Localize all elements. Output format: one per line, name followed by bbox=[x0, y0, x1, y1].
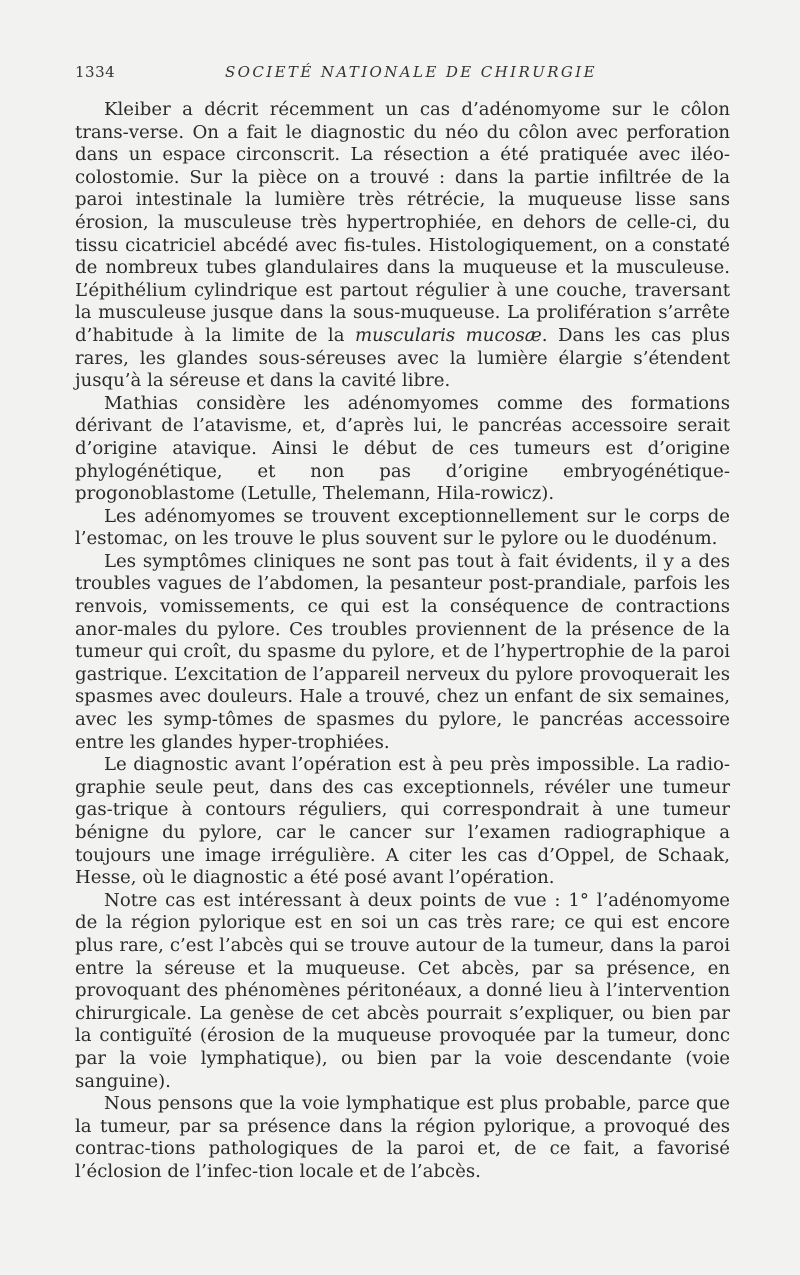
paragraph: Mathias considère les adénomyomes comme des formations dérivant de l’atavisme, et, d’après lui, le pancréas accessoire serait d’origine atavique. Ainsi le début de ces tumeurs est d’origine phylogénétique, et non pas d’origine embryogénétique-progonoblastome (Letulle, Thelemann, Hila-rowicz). bbox=[75, 392, 730, 505]
paragraph: Nous pensons que la voie lymphatique est plus probable, parce que la tumeur, par sa présence dans la région pylorique, a provoqué des contrac-tions pathologiques de la paroi et, de ce fait, a favorisé l’éclosion de l’infec-tion locale et de l’abcès. bbox=[75, 1093, 730, 1182]
paragraph bbox=[75, 99, 730, 393]
running-header bbox=[75, 63, 730, 87]
journal-title: SOCIETÉ NATIONALE DE CHIRURGIE bbox=[225, 63, 597, 81]
article-body bbox=[75, 99, 730, 1184]
paragraph: Notre cas est intéressant à deux points de vue : 1° l’adénomyome de la région pylorique est en soi un cas très rare; ce qui est encore plus rare, c’est l’abcès qui se trouve autour de la tumeur, dans la paroi entre la séreuse et la muqueuse. Cet abcès, par sa présence, en provoquant des phénomènes péritonéaux, a donné lieu à l’intervention chirurgicale. La genèse de cet abcès pourrait s’expliquer, ou bien par la contiguïté (érosion de la muqueuse provoquée par la tumeur, donc par la voie lymphatique), ou bien par la voie descendante (voie sanguine). bbox=[75, 889, 730, 1092]
paragraph-text: . Dans les cas plus rares, les glandes sous-séreuses avec la lumière élargie s’étendent jusqu’à la séreuse et dans la cavité libre. bbox=[75, 324, 730, 392]
page-number: 1334 bbox=[75, 63, 116, 81]
paragraph: Les symptômes cliniques ne sont pas tout à fait évidents, il y a des troubles vagues de l’abdomen, la pesanteur post-prandiale, parfois les renvois, vomissements, ce qui est la conséquence de contractions anor-males du pylore. Ces troubles proviennent de la présence de la tumeur qui croît, du spasme du pylore, et de l’hypertrophie de la paroi gastrique. L’excitation de l’appareil nerveux du pylore provoquerait les spasmes avec douleurs. Hale a trouvé, chez un enfant de six semaines, avec les symp-tômes de spasmes du pylore, le pancréas accessoire entre les glandes hyper-trophiées. bbox=[75, 550, 730, 753]
paragraph: Le diagnostic avant l’opération est à peu près impossible. La radio-graphie seule peut, dans des cas exceptionnels, révéler une tumeur gas-trique à contours réguliers, qui correspondrait à une tumeur bénigne du pylore, car le cancer sur l’examen radiographique a toujours une image irrégulière. A citer les cas d’Oppel, de Schaak, Hesse, où le diagnostic a été posé avant l’opération. bbox=[75, 754, 730, 889]
italic-term: muscularis mucosæ bbox=[354, 324, 542, 346]
paragraph-text: Kleiber a décrit récemment un cas d’adénomyome sur le côlon trans-verse. On a fait le diagnostic du néo du côlon avec perforation dans un espace circonscrit. La résection a été pratiquée avec iléo-colostomie. Sur la pièce on a trouvé : dans la partie infiltrée de la paroi intestinale la lumière très rétrécie, la muqueuse lisse sans érosion, la musculeuse très hypertrophiée, en dehors de celle-ci, du tissu cicatriciel abcédé avec fis-tules. Histologiquement, on a constaté de nombreux tubes glandulaires dans la muqueuse et la musculeuse. L’épithélium cylindrique est partout régulier à une couche, traversant la musculeuse jusque dans la sous-muqueuse. La prolifération s’arrête d’habitude à la limite de la bbox=[75, 99, 730, 346]
paragraph: Les adénomyomes se trouvent exceptionnellement sur le corps de l’estomac, on les trouve le plus souvent sur le pylore ou le duodénum. bbox=[75, 505, 730, 550]
